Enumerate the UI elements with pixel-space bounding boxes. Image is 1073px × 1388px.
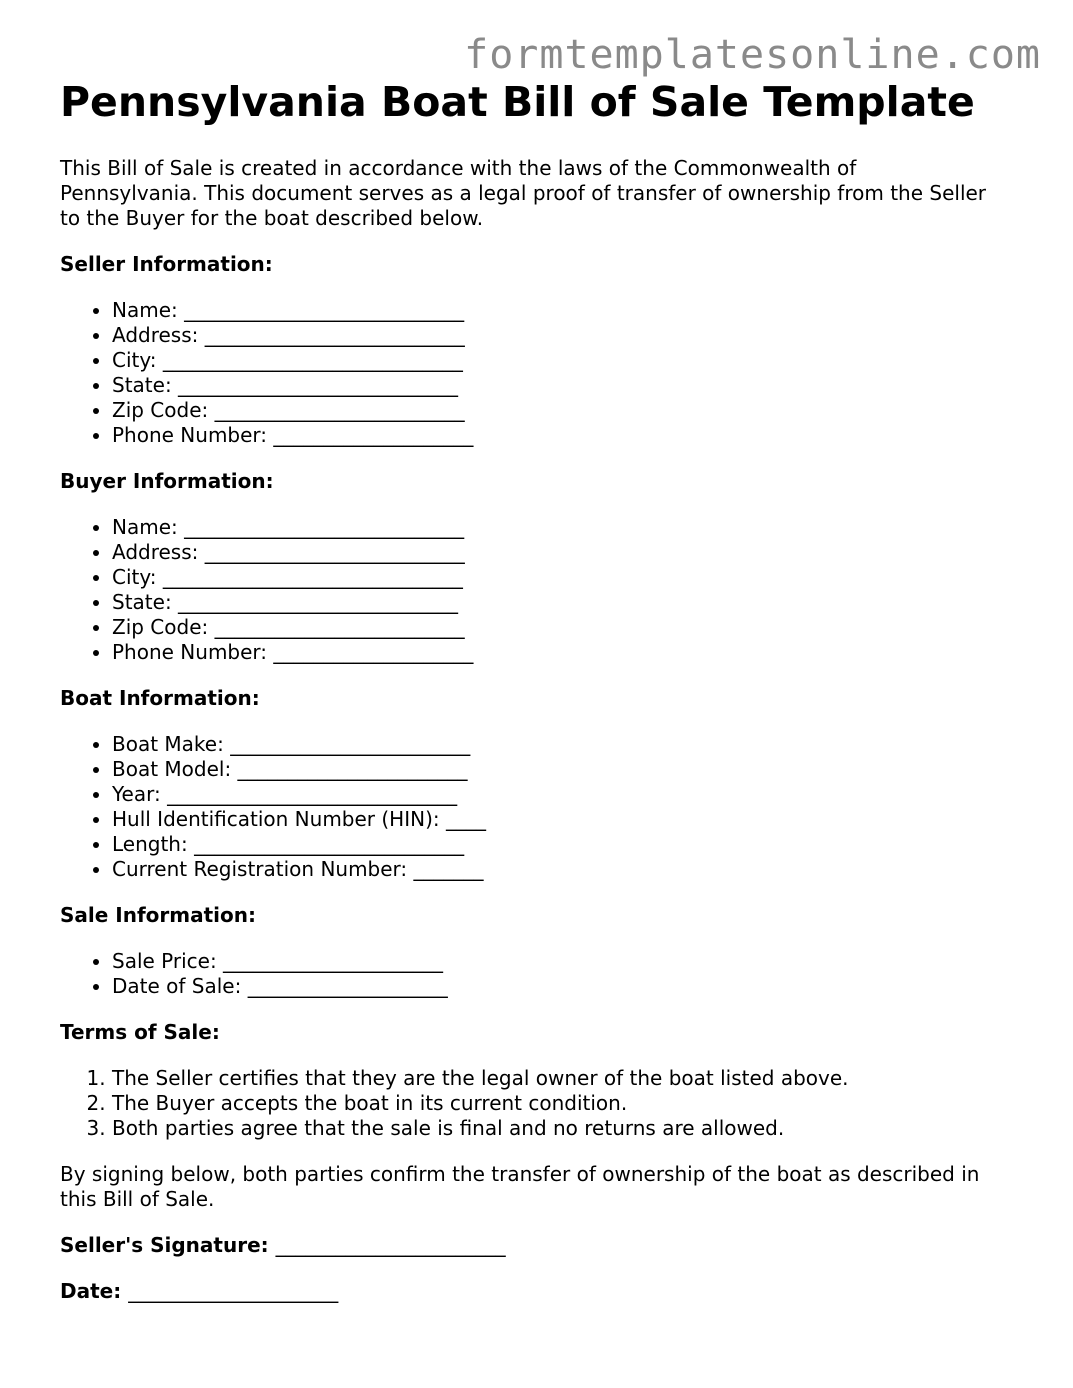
seller-fields	[60, 298, 1020, 448]
boat-model-field[interactable]: • Boat Model: _______________________	[112, 757, 1020, 782]
buyer-zip-field[interactable]: • Zip Code: _________________________	[112, 615, 1020, 640]
seller-city-field[interactable]: • City: ______________________________	[112, 348, 1020, 373]
buyer-heading: Buyer Information:	[60, 469, 274, 493]
seller-state-field[interactable]: • State: ____________________________	[112, 373, 1020, 398]
seller-zip-field[interactable]: • Zip Code: _________________________	[112, 398, 1020, 423]
sale-price-field[interactable]: • Sale Price: ______________________	[112, 949, 1020, 974]
watermark: formtemplatesonline.com	[464, 32, 1041, 78]
date-label: Date:	[60, 1279, 122, 1303]
seller-phone-field[interactable]: • Phone Number: ____________________	[112, 423, 1020, 448]
boat-registration-field[interactable]: • Current Registration Number: _______	[112, 857, 1020, 882]
sale-fields	[60, 949, 1020, 999]
buyer-state-field[interactable]: • State: ____________________________	[112, 590, 1020, 615]
boat-make-field[interactable]: • Boat Make: ________________________	[112, 732, 1020, 757]
seller-name-field[interactable]: • Name: ____________________________	[112, 298, 1020, 323]
terms-item: 3. Both parties agree that the sale is final and no returns are allowed.	[112, 1116, 1020, 1141]
buyer-name-field[interactable]: • Name: ____________________________	[112, 515, 1020, 540]
seller-address-field[interactable]: • Address: __________________________	[112, 323, 1020, 348]
boat-hin-field[interactable]: • Hull Identification Number (HIN): ____	[112, 807, 1020, 832]
terms-item: 2. The Buyer accepts the boat in its current condition.	[112, 1091, 1020, 1116]
boat-year-field[interactable]: • Year: _____________________________	[112, 782, 1020, 807]
buyer-address-field[interactable]: • Address: __________________________	[112, 540, 1020, 565]
boat-heading: Boat Information:	[60, 686, 260, 710]
date-line	[60, 1279, 1020, 1304]
seller-signature-line	[60, 1233, 1020, 1258]
sale-heading: Sale Information:	[60, 903, 256, 927]
buyer-city-field[interactable]: • City: ______________________________	[112, 565, 1020, 590]
terms-heading: Terms of Sale:	[60, 1020, 220, 1044]
terms-list	[60, 1066, 1020, 1141]
date-field[interactable]: _____________________	[128, 1279, 339, 1303]
closing-paragraph: By signing below, both parties confirm the transfer of ownership of the boat as described in this Bill of Sale.	[60, 1162, 980, 1211]
seller-heading: Seller Information:	[60, 252, 273, 276]
terms-item: 1. The Seller certifies that they are the legal owner of the boat listed above.	[112, 1066, 1020, 1091]
buyer-fields	[60, 515, 1020, 665]
page-title: Pennsylvania Boat Bill of Sale Template	[60, 78, 975, 126]
document	[60, 76, 1020, 1304]
seller-signature-label: Seller's Signature:	[60, 1233, 269, 1257]
boat-fields	[60, 732, 1020, 882]
boat-length-field[interactable]: • Length: ___________________________	[112, 832, 1020, 857]
intro-paragraph: This Bill of Sale is created in accordance with the laws of the Commonwealth of Pennsylvania. This document serves as a legal proof of transfer of ownership from the Seller to the Buyer for the boat described below.	[60, 156, 987, 230]
buyer-phone-field[interactable]: • Phone Number: ____________________	[112, 640, 1020, 665]
seller-signature-field[interactable]: _______________________	[275, 1233, 506, 1257]
sale-date-field[interactable]: • Date of Sale: ____________________	[112, 974, 1020, 999]
